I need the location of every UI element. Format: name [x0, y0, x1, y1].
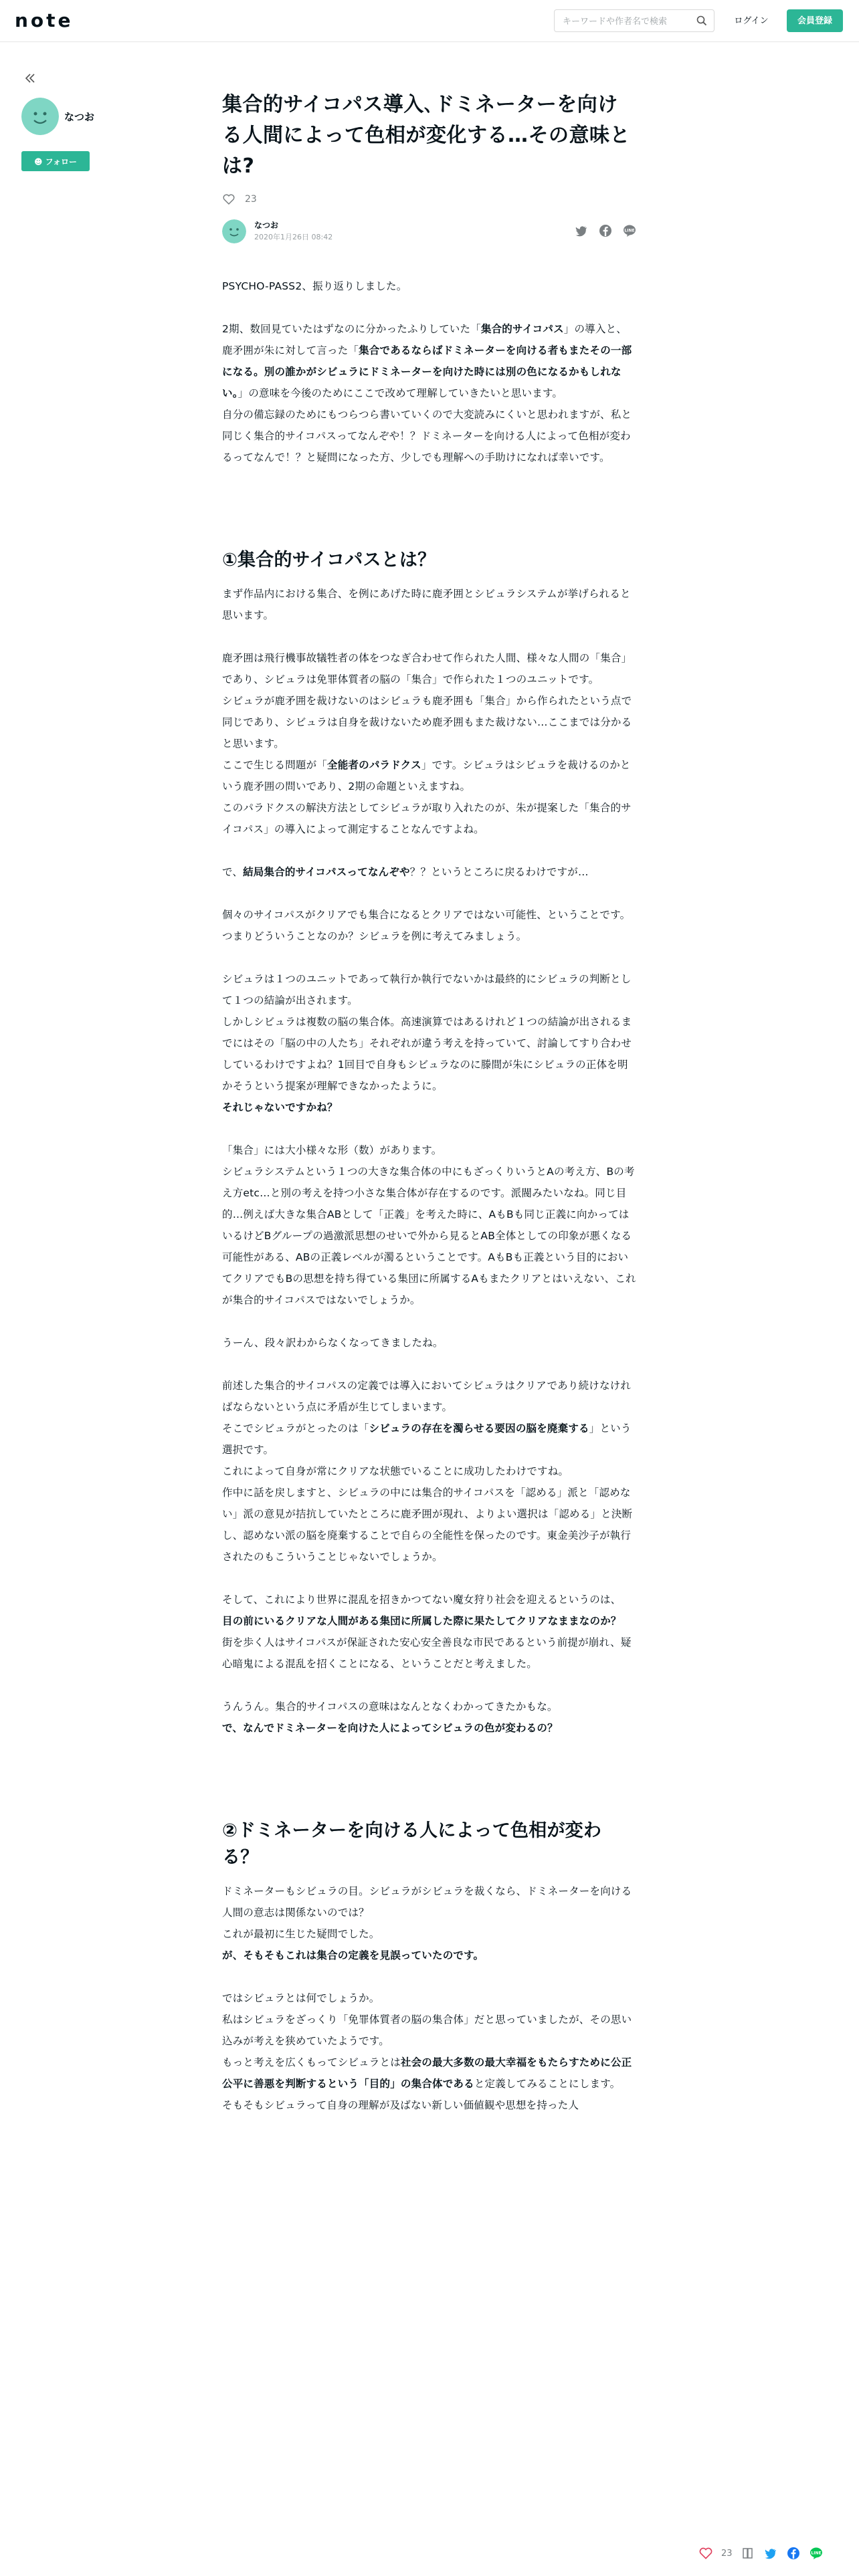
twitter-share-icon[interactable]: [763, 2546, 778, 2561]
facebook-icon[interactable]: [598, 223, 613, 238]
paragraph: 個々のサイコパスがクリアでも集合になるとクリアではない可能性、ということです。: [222, 909, 631, 921]
paragraph: うんうん。集合的サイコパスの意味はなんとなくわかってきたかもな。: [222, 1701, 558, 1713]
paragraph: そこでシビュラがとったのは「シビュラの存在を濁らせる要因の脳を廃棄する」という選択です。: [222, 1422, 632, 1456]
search-input[interactable]: [561, 11, 691, 32]
paragraph: 街を歩く人はサイコパスが保証された安心安全善良な市民であるという前提が崩れ、疑心暗鬼による混乱を招くことになる、ということだと考えました。: [222, 1636, 632, 1670]
magazine-add-icon[interactable]: [741, 2546, 755, 2561]
search-icon[interactable]: [696, 15, 707, 26]
article: [222, 90, 637, 2116]
paragraph: が、そもそもこれは集合の定義を見誤っていたのです。: [222, 1949, 484, 1961]
paragraph: まず作品内における集合、を例にあげた時に鹿矛囲とシビュラシステムが挙げられると思います。: [222, 588, 631, 621]
paragraph: つまりどういうことなのか？シビュラを例に考えてみましょう。: [222, 930, 527, 942]
author-small-name[interactable]: なつお: [254, 221, 279, 230]
floating-action-bar: [698, 2541, 854, 2565]
svg-text:LINE: LINE: [624, 228, 635, 233]
paragraph: これによって自身が常にクリアな状態でいることに成功したわけですね。: [222, 1465, 569, 1477]
paragraph: で、結局集合的サイコパスってなんぞや？？というところに戻るわけですが…: [222, 866, 589, 878]
paragraph: それじゃないですかね？: [222, 1101, 338, 1113]
follow-user-icon: ☻: [33, 157, 45, 167]
like-area: [222, 191, 637, 207]
author-avatar[interactable]: [21, 98, 59, 135]
svg-text:LINE: LINE: [810, 2551, 822, 2556]
paragraph: そして、これにより世界に混乱を招きかつてない魔女狩り社会を迎えるというのは、: [222, 1594, 622, 1606]
follow-button[interactable]: [21, 151, 90, 171]
paragraph: シビュラが鹿矛囲を裁けないのはシビュラも鹿矛囲も「集合」から作られたという点で同じであり、シビュラは自身を裁けないため鹿矛囲もまた裁けない…ここまでは分かると思います。: [222, 695, 632, 750]
author-small-avatar[interactable]: [222, 219, 246, 243]
site-header: [0, 0, 859, 42]
section-heading-1: ①集合的サイコパスとは？: [222, 550, 436, 570]
note-logo[interactable]: note: [15, 9, 74, 31]
line-icon[interactable]: [622, 223, 637, 238]
paragraph: 鹿矛囲は飛行機事故犠牲者の体をつなぎ合わせて作られた人間、様々な人間の「集合」であり、シビュラは免罪体質者の脳の「集合」で作られた１つのユニットです。: [222, 652, 632, 685]
section-heading-2: ②ドミネーターを向ける人によって色相が変わる？: [222, 1820, 602, 1868]
login-button[interactable]: ログイン: [725, 9, 777, 32]
follow-label: フォロー: [45, 157, 78, 167]
paragraph: もっと考えを広くもってシビュラとは社会の最大多数の最大幸福をもたらすために公正公平に善悪を判断するという「目的」の集合体であると定義してみることにします。: [222, 2056, 632, 2090]
article-title: 集合的サイコパス導入､ドミネーターを向ける人間によって色相が変化する…その意味とは?: [222, 93, 630, 178]
paragraph: シビュラは１つのユニットであって執行か執行でないかは最終的にシビュラの判断として１つの結論が出されます。: [222, 973, 632, 1006]
paragraph: 作中に話を戻しますと、シビュラの中には集合的サイコパスを「認める」派と「認めない」派の意見が拮抗していたところに鹿矛囲が現れ、よりよい選択は「認める」と決断し、認めない派の脳を廃棄することで自らの全能性を保ったのです。東金美沙子が執行されたのもこういうことじゃないでしょうか。: [222, 1487, 633, 1563]
like-count: 23: [245, 194, 257, 205]
paragraph: しかしシビュラは複数の脳の集合体。高速演算ではあるけれど１つの結論が出されるまでにはその「脳の中の人たち」それぞれが違う考えを持っていて、討論してすり合わせしているわけですよね？1回目で自身もシビュラなのに滕間が朱にシビュラの正体を明かそうという提案が理解できなかったように。: [222, 1016, 632, 1092]
floating-like-count: 23: [721, 2548, 733, 2559]
author-row: [222, 218, 637, 245]
paragraph: 2期、数回見ていたはずなのに分かったふりしていた「集合的サイコパス」の導入と、鹿矛囲が朱に対して言った「集合であるならばドミネーターを向ける者もまたその一部になる。別の誰かがシビュラにドミネーターを向けた時には別の色になるかもしれない。」の意味を今後のためにここで改めて理解していきたいと思います。: [222, 323, 632, 399]
share-buttons: [574, 223, 637, 238]
paragraph: ドミネーターもシビュラの目。シビュラがシビュラを裁くなら、ドミネーターを向ける人間の意志は関係ないのでは？: [222, 1885, 632, 1919]
paragraph: うーん、段々訳わからなくなってきましたね。: [222, 1337, 444, 1349]
author-name[interactable]: なつお: [64, 111, 95, 123]
article-body: [222, 276, 637, 2116]
heart-icon[interactable]: [222, 193, 235, 206]
paragraph: 前述した集合的サイコパスの定義では導入においてシビュラはクリアであり続けなければならないという点に矛盾が生じてしまいます。: [222, 1380, 632, 1413]
paragraph: PSYCHO-PASS2、振り返りしました。: [222, 280, 407, 292]
paragraph: 「集合」には大小様々な形（数）があります。: [222, 1144, 442, 1156]
publish-date: 2020年1月26日 08:42: [254, 233, 333, 241]
paragraph: シビュラシステムという１つの大きな集合体の中にもざっくりいうとAの考え方、Bの考え方etc…と別の考えを持つ小さな集合体が存在するのです。派閥みたいなね。同じ目的…例えば大きな集合ABとして「正義」を考えた時に、AもBも同じ正義に向かってはいるけどBグループの過激派思想のせいで外から見るとAB全体としての印象が悪くなる可能性がある、ABの正義レベルが濁るということです。AもBも正義という目的においてクリアでもBの思想を持ち得ている集団に所属するAもまたクリアとはいえない、これが集合的サイコパスではないでしょうか。: [222, 1166, 636, 1306]
paragraph: このパラドクスの解決方法としてシビュラが取り入れたのが、朱が提案した「集合的サイコパス」の導入によって測定することなんですよね。: [222, 802, 632, 835]
paragraph: 私はシビュラをざっくり「免罪体質者の脳の集合体」だと思っていましたが、その思い込みが考えを狭めていたようです。: [222, 2014, 632, 2047]
line-share-icon[interactable]: [809, 2546, 824, 2561]
paragraph: 目の前にいるクリアな人間がある集団に所属した際に果たしてクリアなままなのか？: [222, 1615, 622, 1627]
facebook-share-icon[interactable]: [786, 2546, 801, 2561]
search-box[interactable]: [554, 9, 714, 32]
paragraph: 自分の備忘録のためにもつらつら書いていくので大変読みにくいと思われますが、私と同じく集合的サイコパスってなんぞや！？ドミネーターを向ける人によって色相が変わるってなんで！？と疑問になった方、少しでも理解への手助けになれば幸いです。: [222, 409, 632, 463]
signup-button[interactable]: 会員登録: [787, 9, 843, 32]
paragraph: で、なんでドミネーターを向けた人によってシビュラの色が変わるの？: [222, 1722, 558, 1734]
collapse-sidebar-icon[interactable]: [23, 71, 37, 86]
paragraph: ではシビュラとは何でしょうか。: [222, 1992, 380, 2004]
paragraph: これが最初に生じた疑問でした。: [222, 1928, 380, 1940]
paragraph: そもそもシビュラって自身の理解が及ばない新しい価値観や思想を持った人: [222, 2099, 579, 2111]
paragraph: ここで生じる問題が「全能者のパラドクス」です。シビュラはシビュラを裁けるのかという鹿矛囲の問いであり、2期の命題といえますね。: [222, 759, 631, 792]
heart-icon[interactable]: [698, 2546, 713, 2561]
twitter-icon[interactable]: [574, 223, 589, 238]
